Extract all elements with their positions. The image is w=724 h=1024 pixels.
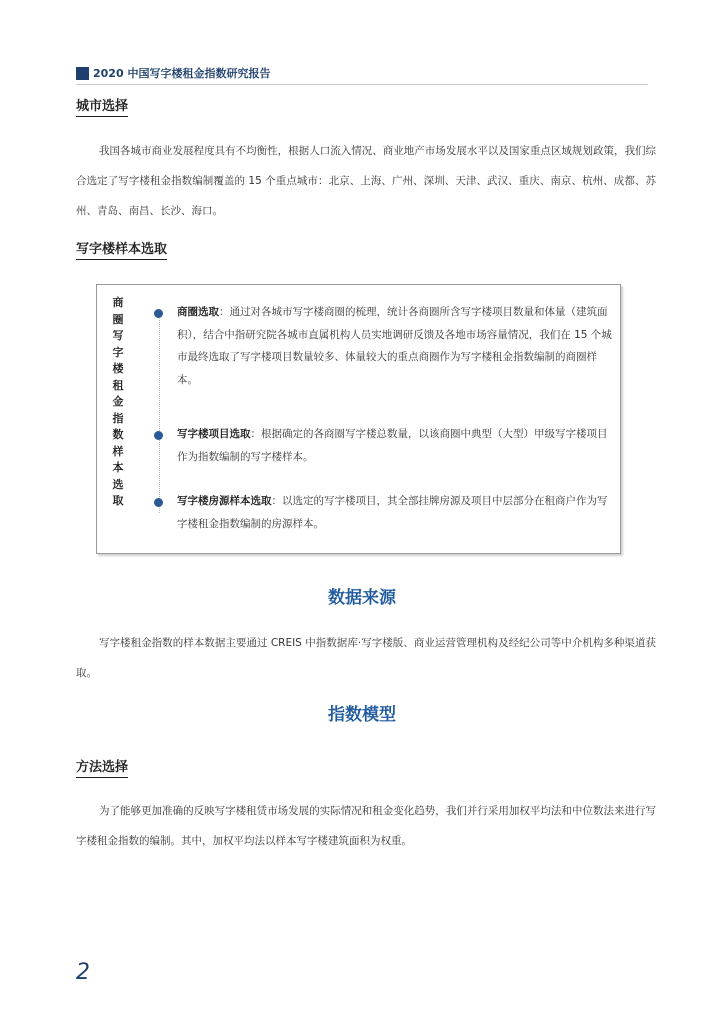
- bullet-dot-icon: [154, 309, 163, 318]
- sample-item-listing: [177, 490, 612, 535]
- item-text: ：通过对各城市写字楼商圈的梳理，统计各商圈所含写字楼项目数量和体量（建筑面积），结合中指研究院各城市直属机构人员实地调研反馈及各地市场容量情况，我们在 15 个城市最终选取了写字楼项目数量较多、体量较大的重点商圈作为写字楼租金指数编制的商圈样本。: [177, 306, 612, 386]
- sample-item-project: [177, 423, 612, 468]
- sample-selection-box: [96, 284, 621, 554]
- item-text: ：根据确定的各商圈写字楼总数量，以该商圈中典型（大型）甲级写字楼项目作为指数编制的写字楼样本。: [177, 428, 608, 463]
- bullet-dot-icon: [154, 498, 163, 507]
- item-label: 写字楼房源样本选取: [177, 495, 272, 507]
- report-title: 2020 中国写字楼租金指数研究报告: [93, 67, 271, 80]
- data-source-heading: 数据来源: [328, 588, 396, 608]
- header-divider: [76, 84, 648, 85]
- page-number: 2: [76, 960, 90, 985]
- method-selection-paragraph: 为了能够更加准确的反映写字楼租赁市场发展的实际情况和租金变化趋势，我们并行采用加权平均法和中位数法来进行写字楼租金指数的编制。其中，加权平均法以样本写字楼建筑面积为权重。: [76, 805, 656, 847]
- timeline-line: [159, 313, 160, 513]
- report-header: [76, 65, 270, 81]
- method-selection-heading: 方法选择: [76, 759, 128, 778]
- sample-selection-heading: 写字楼样本选取: [76, 241, 167, 260]
- sample-item-district: [177, 301, 612, 391]
- city-selection-paragraph: 我国各城市商业发展程度具有不均衡性，根据人口流入情况、商业地产市场发展水平以及国家重点区域规划政策，我们综合选定了写字楼租金指数编制覆盖的 15 个重点城市：北京、上海、广州、深圳、天津、武汉、重庆、南京、杭州、成都、苏州、青岛、南昌、长沙、海口。: [76, 145, 656, 217]
- bullet-dot-icon: [154, 431, 163, 440]
- index-model-heading: 指数模型: [328, 705, 396, 725]
- header-square-icon: [76, 67, 89, 80]
- item-text: ：以选定的写字楼项目，其全部挂牌房源及项目中层部分在租商户作为写字楼租金指数编制的房源样本。: [177, 495, 608, 530]
- data-source-paragraph: 写字楼租金指数的样本数据主要通过 CREIS 中指数据库·写字楼版、商业运营管理机构及经纪公司等中介机构多种渠道获取。: [76, 637, 656, 679]
- item-label: 商圈选取: [177, 306, 219, 318]
- box-vertical-title: 商圈写字楼租金指数样本选取: [112, 296, 124, 507]
- city-selection-heading: 城市选择: [76, 98, 128, 117]
- item-label: 写字楼项目选取: [177, 428, 251, 440]
